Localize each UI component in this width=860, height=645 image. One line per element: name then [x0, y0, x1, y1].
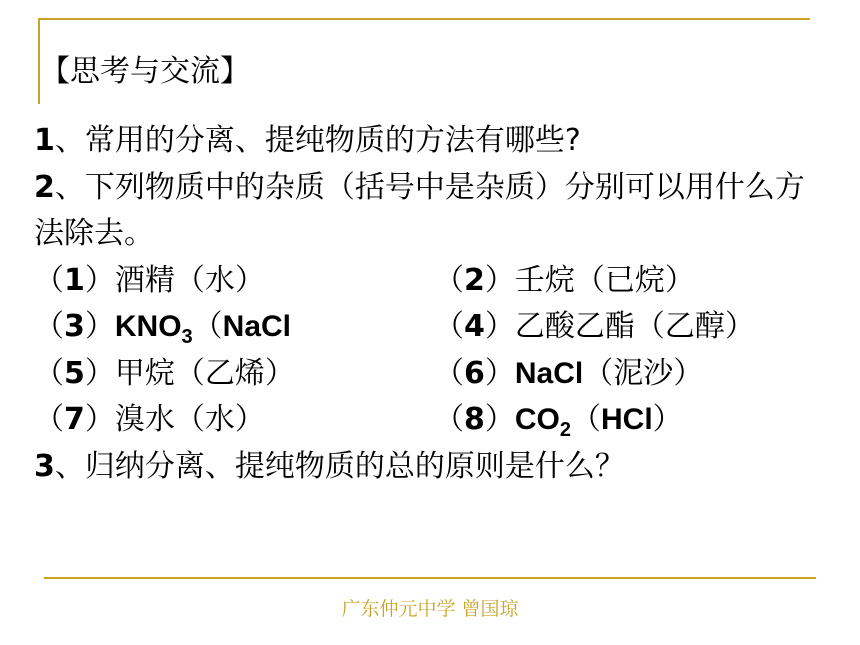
- item-row-1: [34, 258, 834, 305]
- item-5: （5）甲烷（乙烯）: [34, 355, 295, 391]
- top-rule: [40, 18, 810, 20]
- item-text: 乙酸乙酯（乙醇）: [514, 309, 755, 344]
- item-impurity: HCl: [601, 403, 653, 436]
- item-number: 4: [464, 309, 485, 344]
- question-text: 、归纳分离、提纯物质的总的原则是什么？: [54, 448, 625, 484]
- item-formula: CO: [514, 403, 560, 436]
- item-3: $(3)KNO_3(NaCl$: [34, 309, 292, 348]
- bottom-rule: [44, 577, 816, 579]
- formula-subscript: 2: [559, 419, 571, 441]
- item-6: （6）NaCl（泥沙）: [434, 355, 704, 391]
- item-7: （7）溴水（水）: [34, 402, 265, 437]
- item-paren: （: [571, 402, 601, 437]
- item-number: 1: [64, 262, 85, 298]
- item-text: 壬烷（已烷）: [514, 262, 695, 298]
- item-row-4: [34, 397, 834, 444]
- slide-title: 【思考与交流】: [40, 54, 250, 89]
- item-2: （2）壬烷（已烷）: [434, 262, 695, 298]
- item-row-3: [34, 351, 834, 398]
- item-row-2: [34, 304, 834, 351]
- item-formula: KNO: [114, 310, 182, 343]
- item-number: 3: [64, 309, 85, 344]
- question-3: [34, 444, 834, 491]
- question-1: [34, 118, 834, 165]
- item-text: 溴水（水）: [114, 402, 265, 437]
- item-text: 甲烷（乙烯）: [114, 355, 295, 391]
- footer-credit: 广东仲元中学 曾国琼: [341, 598, 519, 620]
- item-number: 2: [464, 262, 485, 298]
- item-1: （1）酒精（水）: [34, 262, 265, 298]
- question-number: 3: [34, 448, 55, 484]
- question-number: 2: [34, 169, 55, 205]
- item-paren: （泥沙）: [583, 355, 704, 391]
- item-formula: NaCl: [514, 356, 584, 390]
- question-2: [34, 165, 834, 258]
- item-impurity: NaCl: [222, 310, 292, 343]
- question-text: 、常用的分离、提纯物质的方法有哪些?: [54, 123, 581, 158]
- item-paren: （: [192, 309, 223, 344]
- item-8: $(8)CO_2(HCl)$: [434, 402, 683, 441]
- item-number: 6: [464, 355, 485, 391]
- item-text: 酒精（水）: [114, 262, 265, 298]
- item-4: （4）乙酸乙酯（乙醇）: [434, 309, 755, 344]
- question-number: 1: [34, 123, 55, 158]
- item-number: 5: [64, 355, 85, 391]
- slide-content: [34, 118, 834, 490]
- item-number: 7: [64, 402, 85, 437]
- item-number: 8: [464, 402, 485, 437]
- item-paren-close: ）: [652, 402, 683, 437]
- formula-subscript: 3: [181, 326, 193, 348]
- question-text: 、下列物质中的杂质（括号中是杂质）分别可以用什么方法除去。: [34, 169, 805, 251]
